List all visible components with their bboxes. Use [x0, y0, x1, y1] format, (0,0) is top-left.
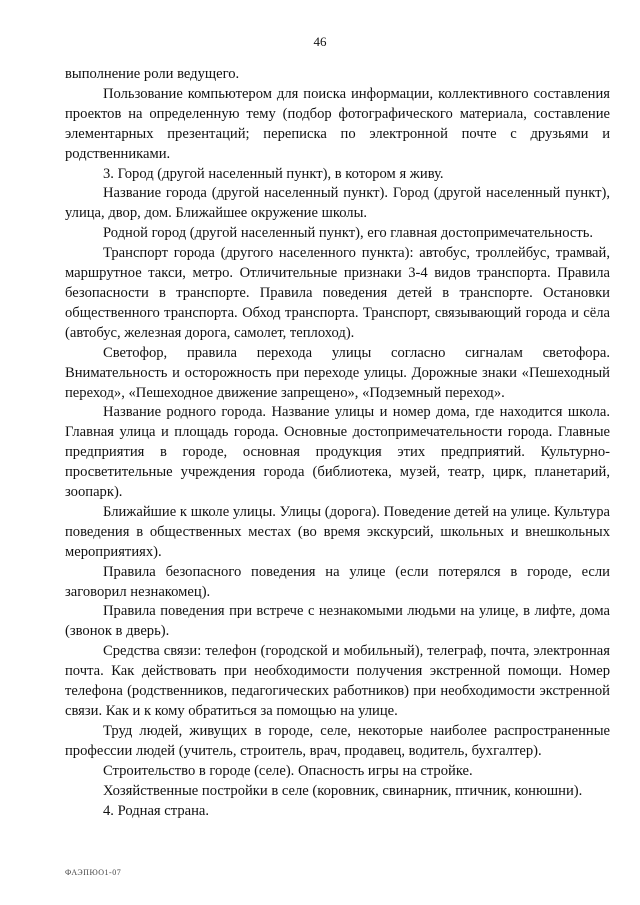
paragraph: Родной город (другой населенный пункт), его главная достопримечательность. — [103, 225, 594, 242]
paragraph: выполнение роли ведущего. — [65, 66, 240, 82]
document-body — [65, 65, 610, 821]
section-heading: 4. Родная страна. — [103, 802, 210, 819]
paragraph: Транспорт города (другого населенного пункта): автобус, троллейбус, трамвай, маршрутное такси, метро. Отличительные признаки 3-4 видов транспорта. Правила безопасности в транспорте. Правила поведения детей в транспорте. Остановки общественного транспорта. Обход транспорта. Транспорт, связывающий города и сёла (автобус, железная дорога, самолет, теплоход). — [65, 245, 610, 341]
paragraph: Ближайшие к школе улицы. Улицы (дорога). Поведение детей на улице. Культура поведения в общественных местах (во время экскурсий, школьных и внешкольных мероприятиях). — [65, 503, 610, 560]
paragraph: Строительство в городе (селе). Опасность игры на стройке. — [103, 762, 473, 779]
page-number: 46 — [313, 34, 327, 49]
paragraph: Название родного города. Название улицы и номер дома, где находится школа. Главная улица и площадь города. Основные достопримечательности города. Главные предприятия в городе, основная продукция этих предприятий. Культурно-просветительные учреждения города (библиотека, музей, театр, цирк, планетарий, зоопарк). — [65, 404, 610, 501]
paragraph: Правила безопасного поведения на улице (если потерялся в городе, если заговорил незнакомец). — [65, 563, 610, 600]
paragraph: Светофор, правила перехода улицы согласно сигналам светофора. Внимательность и осторожность при переходе улицы. Дорожные знаки «Пешеходный переход», «Пешеходное движение запрещено», «Подземный переход». — [65, 344, 610, 401]
paragraph: Хозяйственные постройки в селе (коровник, свинарник, птичник, конюшни). — [103, 782, 583, 799]
paragraph: Правила поведения при встрече с незнакомыми людьми на улице, в лифте, дома (звонок в дверь). — [65, 603, 610, 640]
paragraph: Средства связи: телефон (городской и мобильный), телеграф, почта, электронная почта. Как действовать при необходимости получения экстренной помощи. Номер телефона (родственников, педагогических работников) при необходимости экстренной связи. Как и к кому обратиться за помощью на улице. — [65, 643, 610, 719]
paragraph: Труд людей, живущих в городе, селе, некоторые наиболее распространенные профессии людей (учитель, строитель, врач, продавец, водитель, бухгалтер). — [65, 722, 610, 759]
paragraph: Название города (другой населенный пункт). Город (другой населенный пункт), улица, двор, дом. Ближайшее окружение школы. — [65, 185, 610, 222]
footer-code: ФАЭПЮО1-07 — [65, 868, 122, 877]
paragraph: Пользование компьютером для поиска информации, коллективного составления проектов на определенную тему (подбор фотографического материала, составление элементарных презентаций; переписка по электронной почте с друзьями и родственниками. — [65, 85, 610, 162]
section-heading: 3. Город (другой населенный пункт), в котором я живу. — [103, 165, 444, 182]
